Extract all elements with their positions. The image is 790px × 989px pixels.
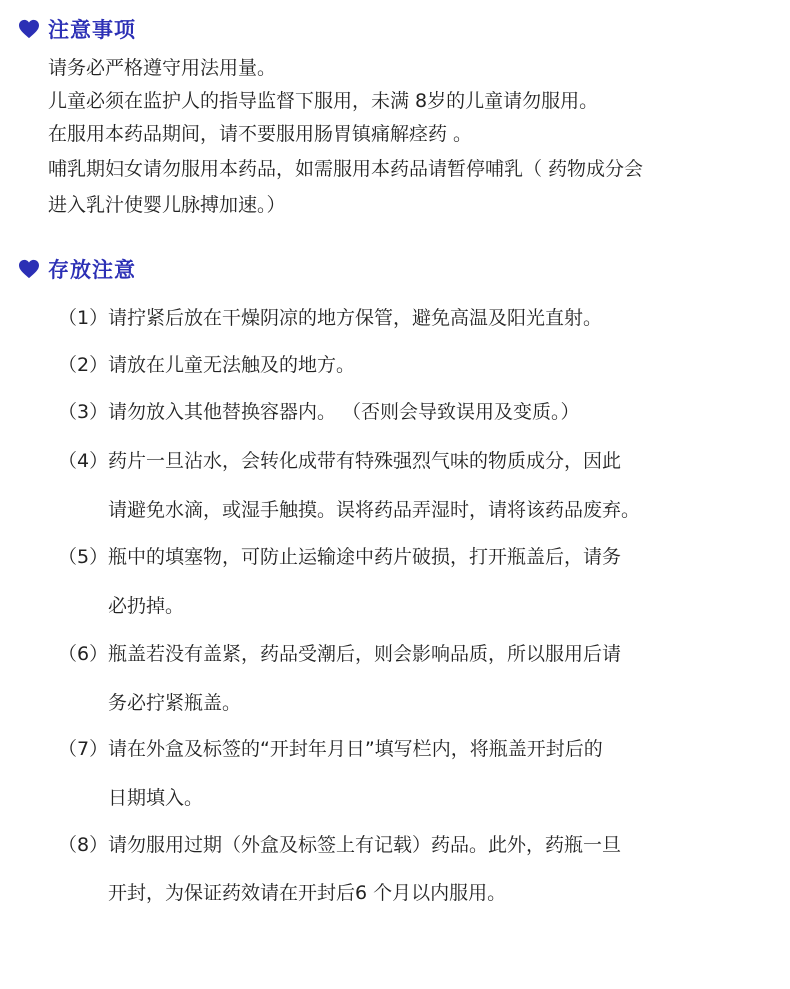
- item-number: （4）: [58, 450, 109, 472]
- item-number: （8）: [58, 834, 109, 856]
- storage-title: 存放注意: [48, 258, 136, 282]
- notice-header: [18, 14, 136, 44]
- item-number: （7）: [58, 738, 109, 760]
- item-text: 开封，为保证药效请在开封后6 个月以内服用。: [108, 882, 507, 904]
- storage-header: [18, 254, 136, 284]
- notice-line: 请务必严格遵守用法用量。: [48, 57, 277, 79]
- item-text: 瓶盖若没有盖紧，药品受潮后，则会影响品质，所以服用后请: [108, 643, 622, 665]
- item-text: 请在外盒及标签的“开封年月日”填写栏内，将瓶盖开封后的: [108, 738, 603, 760]
- item-number: （3）: [58, 401, 109, 423]
- item-number: （5）: [58, 546, 109, 568]
- notice-line: 儿童必须在监护人的指导监督下服用，未满 8岁的儿童请勿服用。: [48, 90, 599, 112]
- item-text: 请避免水滴，或湿手触摸。误将药品弄湿时，请将该药品废弃。: [108, 499, 641, 521]
- item-text: 请拧紧后放在干燥阴凉的地方保管，避免高温及阳光直射。: [108, 307, 603, 329]
- heart-icon: [18, 19, 40, 39]
- notice-title: 注意事项: [48, 18, 136, 42]
- item-number: （2）: [58, 354, 109, 376]
- item-text: 药片一旦沾水，会转化成带有特殊强烈气味的物质成分，因此: [108, 450, 622, 472]
- item-text: 日期填入。: [108, 787, 204, 809]
- notice-line: 哺乳期妇女请勿服用本药品，如需服用本药品请暂停哺乳（ 药物成分会: [48, 158, 644, 180]
- item-number: （6）: [58, 643, 109, 665]
- item-text: 请勿服用过期（外盒及标签上有记载）药品。此外，药瓶一旦: [108, 834, 622, 856]
- item-text: 瓶中的填塞物，可防止运输途中药片破损，打开瓶盖后，请务: [108, 546, 622, 568]
- notice-line: 在服用本药品期间，请不要服用肠胃镇痛解痉药 。: [48, 123, 473, 145]
- item-text: 请勿放入其他替换容器内。 （否则会导致误用及变质。）: [108, 401, 580, 423]
- item-text: 务必拧紧瓶盖。: [108, 692, 242, 714]
- notice-line: 进入乳汁使婴儿脉搏加速。）: [48, 194, 286, 216]
- item-text: 必扔掉。: [108, 595, 185, 617]
- heart-icon: [18, 259, 40, 279]
- item-number: （1）: [58, 307, 109, 329]
- item-text: 请放在儿童无法触及的地方。: [108, 354, 356, 376]
